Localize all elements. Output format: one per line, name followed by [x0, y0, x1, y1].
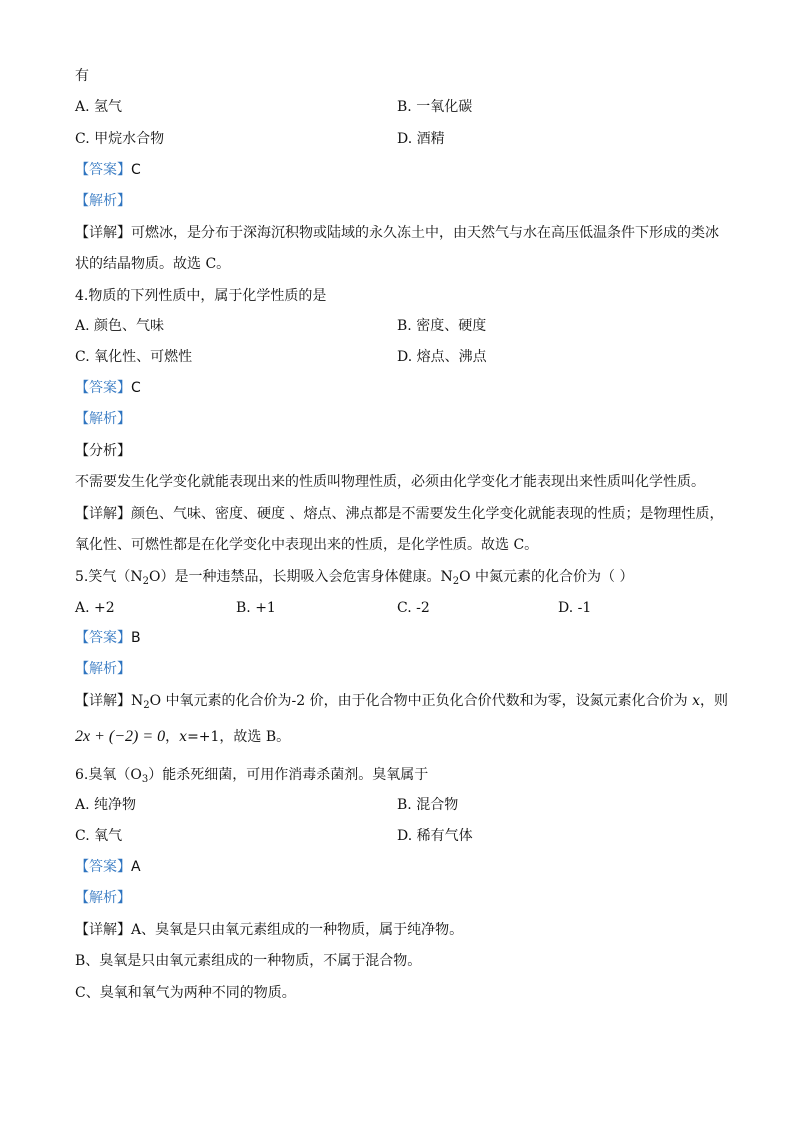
answer-letter: A: [131, 859, 141, 875]
answer-tag: 【答案】: [75, 859, 131, 875]
detail-tag: 【详解】: [75, 225, 131, 241]
q4-detail-line-1: [75, 504, 723, 524]
detail-text: N: [131, 693, 144, 709]
variable-x: x: [179, 729, 188, 745]
answer-tag: 【答案】: [75, 380, 131, 396]
prev-detail-line-1: [75, 223, 719, 243]
q4-detail-line-2: 氧化性、可燃性都是在化学变化中表现出来的性质，是化学性质。故选 C。: [75, 537, 539, 553]
prev-option-b: B. 一氧化碳: [397, 99, 473, 115]
answer-tag: 【答案】: [75, 630, 131, 646]
answer-tag: 【答案】: [75, 162, 131, 178]
q6-option-d: D. 稀有气体: [397, 828, 473, 844]
stem-part: ）能杀死细菌，可用作消毒杀菌剂。臭氧属于: [148, 767, 429, 783]
q4-stem: 4.物质的下列性质中，属于化学性质的是: [75, 288, 327, 304]
q5-option-c: C. -2: [397, 600, 430, 616]
detail-text: 可燃冰，是分布于深海沉积物或陆域的永久冻土中，由天然气与水在高压低温条件下形成的类冰: [131, 225, 719, 241]
answer-letter: C: [131, 162, 141, 178]
detail-tag: 【详解】: [75, 506, 131, 522]
q4-fenxi-text: 不需要发生化学变化就能表现出来的性质叫物理性质，必须由化学变化才能表现出来性质叫化学性质。: [75, 474, 705, 490]
detail-text: O 中氧元素的化合价为-2 价，由于化合物中正负化合价代数和为零，设氮元素化合价为: [149, 693, 693, 709]
detail-text: A、臭氧是只由氧元素组成的一种物质，属于纯净物。: [131, 922, 464, 938]
detail-tag: 【详解】: [75, 922, 131, 938]
q4-option-c: C. 氧化性、可燃性: [75, 349, 193, 365]
prev-option-c: C. 甲烷水合物: [75, 131, 165, 147]
prev-answer: [75, 160, 141, 180]
q6-detail-line-2: B、臭氧是只由氧元素组成的一种物质，不属于混合物。: [75, 953, 422, 969]
q6-option-a: A. 纯净物: [75, 797, 137, 813]
prev-option-d: D. 酒精: [397, 131, 445, 147]
prev-stem-tail: 有: [75, 68, 89, 84]
q4-option-d: D. 熔点、沸点: [397, 349, 487, 365]
detail-text: ，则: [700, 693, 728, 709]
q4-option-a: A. 颜色、气味: [75, 318, 165, 334]
subscript: 2: [142, 576, 149, 587]
q6-detail-line-1: [75, 920, 463, 940]
q5-analysis-tag: 【解析】: [75, 661, 131, 677]
q6-answer: [75, 857, 141, 877]
q5-stem: [75, 567, 633, 587]
subscript: 2: [452, 576, 460, 587]
equation: 2x + (−2) = 0: [75, 728, 166, 745]
detail-text: ，: [165, 729, 180, 745]
detail-tag: 【详解】: [75, 693, 131, 709]
q6-option-b: B. 混合物: [397, 797, 459, 813]
subscript: 3: [141, 774, 149, 785]
q4-fenxi-tag: 【分析】: [75, 443, 131, 459]
q5-answer: [75, 628, 141, 648]
prev-analysis-tag: 【解析】: [75, 193, 131, 209]
q5-option-b: B. +1: [236, 600, 276, 616]
q5-option-a: A. +2: [75, 600, 115, 616]
answer-letter: C: [131, 380, 141, 396]
stem-part: 5.笑气（N: [75, 569, 143, 585]
q4-analysis-tag: 【解析】: [75, 411, 131, 427]
prev-option-a: A. 氢气: [75, 99, 123, 115]
q5-detail-line-1: [75, 691, 728, 711]
q5-option-d: D. -1: [558, 600, 592, 616]
q5-detail-line-2: [75, 727, 290, 747]
stem-part: O）是一种违禁品，长期吸入会危害身体健康。N: [148, 569, 453, 585]
q6-option-c: C. 氧气: [75, 828, 123, 844]
q4-option-b: B. 密度、硬度: [397, 318, 487, 334]
variable-x: x: [692, 693, 700, 709]
prev-detail-line-2: 状的结晶物质。故选 C。: [75, 256, 231, 272]
stem-part: O 中氮元素的化合价为（ ）: [459, 569, 634, 585]
subscript: 2: [143, 700, 150, 711]
q6-analysis-tag: 【解析】: [75, 890, 131, 906]
q6-detail-line-3: C、臭氧和氧气为两种不同的物质。: [75, 985, 296, 1001]
stem-part: 6.臭氧（O: [75, 767, 142, 783]
detail-text: 颜色、气味、密度、硬度 、熔点、沸点都是不需要发生化学变化就能表现的性质；是物理性质，: [131, 506, 724, 522]
q6-stem: [75, 765, 428, 785]
q4-answer: [75, 378, 141, 398]
detail-text: =+1，故选 B。: [187, 729, 291, 745]
answer-letter: B: [131, 630, 141, 646]
